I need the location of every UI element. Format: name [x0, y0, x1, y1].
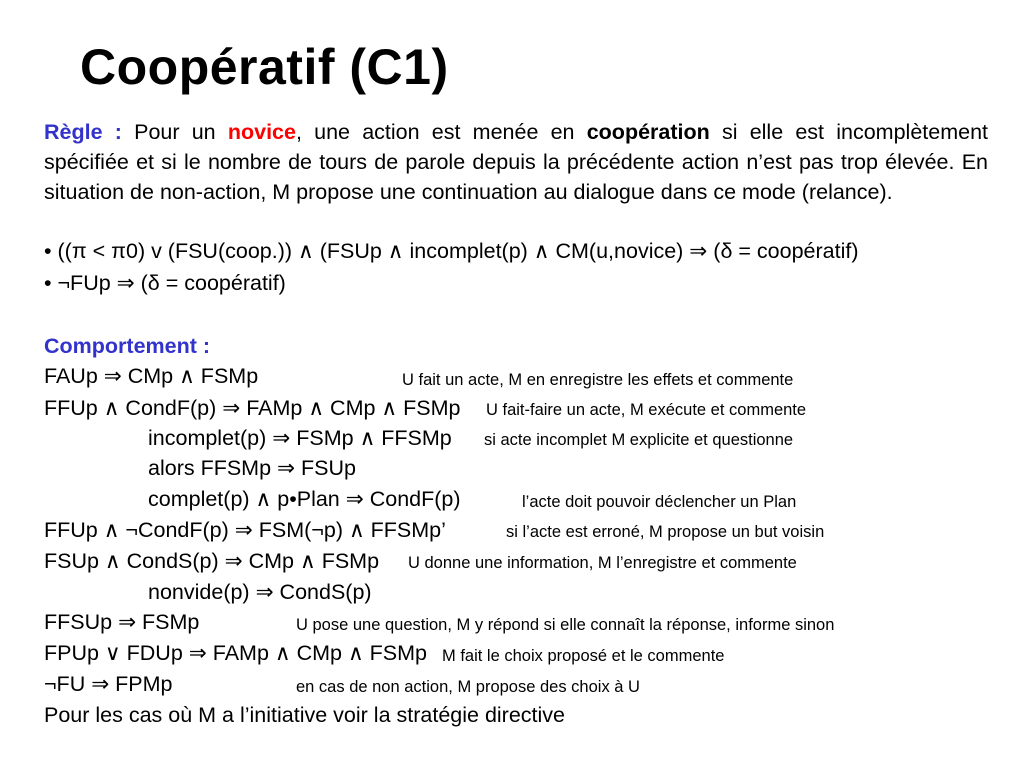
rule-bullet-1: • ((π < π0) v (FSU(coop.)) ∧ (FSUp ∧ incomplet(p) ∧ CM(u,novice) ⇒ (δ = coopératif)	[44, 239, 859, 263]
slide-title: Coopératif (C1)	[80, 39, 449, 95]
behaviour-line-4: alors FFSMp ⇒ FSUp	[148, 456, 356, 480]
behaviour-line-2: FFUp ∧ CondF(p) ⇒ FAMp ∧ CMp ∧ FSMp	[44, 396, 461, 420]
behaviour-note-2: U fait-faire un acte, M exécute et commente	[486, 401, 807, 419]
cooperation-keyword: coopération	[586, 120, 710, 144]
rule-paragraph	[44, 117, 988, 207]
behaviour-line-7: FSUp ∧ CondS(p) ⇒ CMp ∧ FSMp	[44, 549, 380, 573]
rule-text-2: , une action est menée en	[295, 120, 587, 144]
behaviour-note-4: l’acte doit pouvoir déclencher un Plan	[522, 493, 797, 511]
behaviour-line-8: nonvide(p) ⇒ CondS(p)	[148, 580, 372, 604]
novice-keyword: novice	[227, 120, 296, 144]
rule-text-3: si elle est incomplètement spécifiée et si le nombre de tours de parole depuis la précédente action n’est pas trop élevée. En situation de non-action, M propose une continuation au dialogue dans ce mode (relance).	[44, 120, 989, 204]
behaviour-heading: Comportement :	[44, 334, 211, 358]
behaviour-line-5: complet(p) ∧ p•Plan ⇒ CondF(p)	[148, 487, 461, 511]
behaviour-note-5: si l’acte est erroné, M propose un but voisin	[506, 523, 825, 541]
rule-text-1: Pour un	[121, 120, 228, 144]
behaviour-line-12: Pour les cas où M a l’initiative voir la stratégie directive	[44, 703, 565, 727]
behaviour-line-11: ¬FU ⇒ FPMp	[44, 672, 173, 696]
behaviour-note-1: U fait un acte, M en enregistre les effets et commente	[402, 371, 794, 389]
behaviour-note-9: en cas de non action, M propose des choix à U	[296, 678, 640, 696]
rule-label: Règle :	[44, 120, 122, 144]
behaviour-line-10: FPUp ∨ FDUp ⇒ FAMp ∧ CMp ∧ FSMp	[44, 641, 428, 665]
behaviour-line-1: FAUp ⇒ CMp ∧ FSMp	[44, 364, 259, 388]
behaviour-note-8: M fait le choix proposé et le commente	[442, 647, 725, 665]
rule-bullet-2: • ¬FUp ⇒ (δ = coopératif)	[44, 271, 286, 295]
behaviour-note-3: si acte incomplet M explicite et questionne	[484, 431, 794, 449]
behaviour-line-6: FFUp ∧ ¬CondF(p) ⇒ FSM(¬p) ∧ FFSMp’	[44, 518, 446, 542]
behaviour-note-7: U pose une question, M y répond si elle connaît la réponse, informe sinon	[296, 616, 835, 634]
behaviour-line-3: incomplet(p) ⇒ FSMp ∧ FFSMp	[148, 426, 452, 450]
behaviour-line-9: FFSUp ⇒ FSMp	[44, 610, 200, 634]
behaviour-note-6: U donne une information, M l’enregistre et commente	[408, 554, 797, 572]
